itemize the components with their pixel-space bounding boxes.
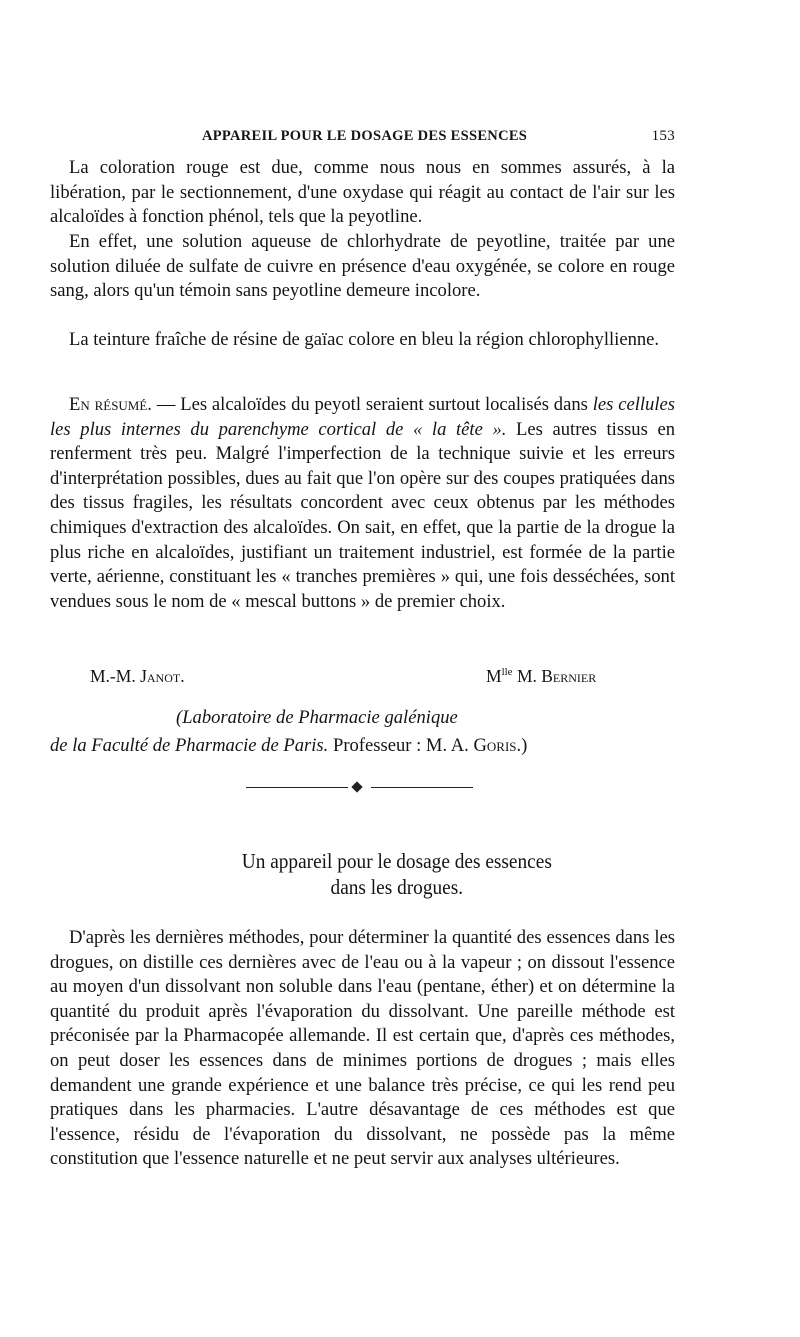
author-janot: [90, 666, 185, 687]
affiliation-end: .): [516, 735, 528, 756]
summary-text-before: — Les alcaloïdes du peyotl seraient surtout localisés dans: [151, 394, 593, 415]
paragraph-coloration: La coloration rouge est due, comme nous nous en sommes assurés, à la libération, par le sectionnement, d'une oxydase qui réagit au contact de l'air sur les alcaloïdes à fonction phénol, tels que la peyotline.: [50, 157, 675, 228]
signatures: [50, 666, 675, 692]
paragraph-experiment: En effet, une solution aqueuse de chlorhydrate de peyotline, traitée par une solution diluée de sulfate de cuivre en présence d'eau oxygénée, se colore en rouge sang, alors qu'un témoin sans peyotline demeure incolore.: [50, 231, 675, 302]
article-title: [75, 848, 719, 900]
affiliation-faculty: de la Faculté de Pharmacie de Paris.: [50, 735, 329, 756]
summary-text-after: Les autres tissus en renferment très peu. Malgré l'imperfection de la technique suivie et les erreurs d'interprétation possibles, dues au fait que l'on opère sur des coupes pratiquées dans des tissus fragiles, les résultats concordent avec ceux obtenus par les méthodes chimiques d'extraction des alcaloïdes. On sait, en effet, que la partie de la drogue la plus riche en alcaloïdes, justifiant un traitement industriel, est formée de la partie verte, aérienne, constituant les « tranches premières » qui, une fois desséchées, sont vendues sous le nom de « mescal buttons » de premier choix.: [50, 418, 675, 612]
article-body: D'après les dernières méthodes, pour déterminer la quantité des essences dans les drogues, on distille ces dernières avec de l'eau ou à la vapeur ; on dissout l'essence au moyen d'un dissolvant non soluble dans l'eau (pentane, éther) et on détermine la quantité du produit après l'évaporation du dissolvant. Une pareille méthode est préconisée par la Pharmacopée allemande. Il est certain que, d'après ces méthodes, on peut doser les essences dans de minimes portions de drogues ; mais elles demandent une grande expérience et une balance très précise, ce qui les rend peu pratiques dans les pharmacies. L'autre désavantage de ces méthodes est que l'essence, résidu de l'évaporation du dissolvant, ne possède pas la même constitution que l'essence naturelle et ne peut servir aux analyses ultérieures.: [50, 927, 675, 1170]
affiliation-line2: [50, 732, 675, 760]
author-bernier: [486, 666, 596, 687]
author2-title: M: [486, 666, 502, 686]
running-title: APPAREIL POUR LE DOSAGE DES ESSENCES: [202, 128, 528, 144]
author1-initials: M.-M.: [90, 666, 141, 686]
article-title-line1: Un appareil pour le dosage des essences: [241, 849, 552, 873]
summary-label: En résumé.: [69, 394, 152, 415]
author1-name: Janot.: [140, 666, 185, 686]
affiliation-professor-name: Goris: [473, 735, 517, 756]
author2-name: Bernier: [541, 666, 597, 686]
affiliation-line1: (Laboratoire de Pharmacie galénique: [176, 707, 458, 728]
author2-initial: M.: [512, 666, 542, 686]
article-title-line2: dans les drogues.: [330, 875, 464, 899]
divider-rule-left: [246, 787, 348, 788]
author2-title-sup: lle: [501, 666, 513, 679]
affiliation-professor: Professeur : M. A.: [328, 735, 474, 756]
diamond-icon: [351, 781, 362, 792]
affiliation: [50, 704, 675, 760]
paragraph-gaiac: La teinture fraîche de résine de gaïac colore en bleu la région chlorophyllienne.: [69, 329, 660, 350]
divider-rule-right: [371, 787, 473, 788]
section-divider-ornament: [246, 781, 473, 795]
summary-italic-text: les cellules les plus internes du parenchyme cortical de « la tête ».: [50, 394, 676, 440]
paragraph-summary: [50, 393, 675, 614]
page-number: 153: [651, 128, 675, 144]
